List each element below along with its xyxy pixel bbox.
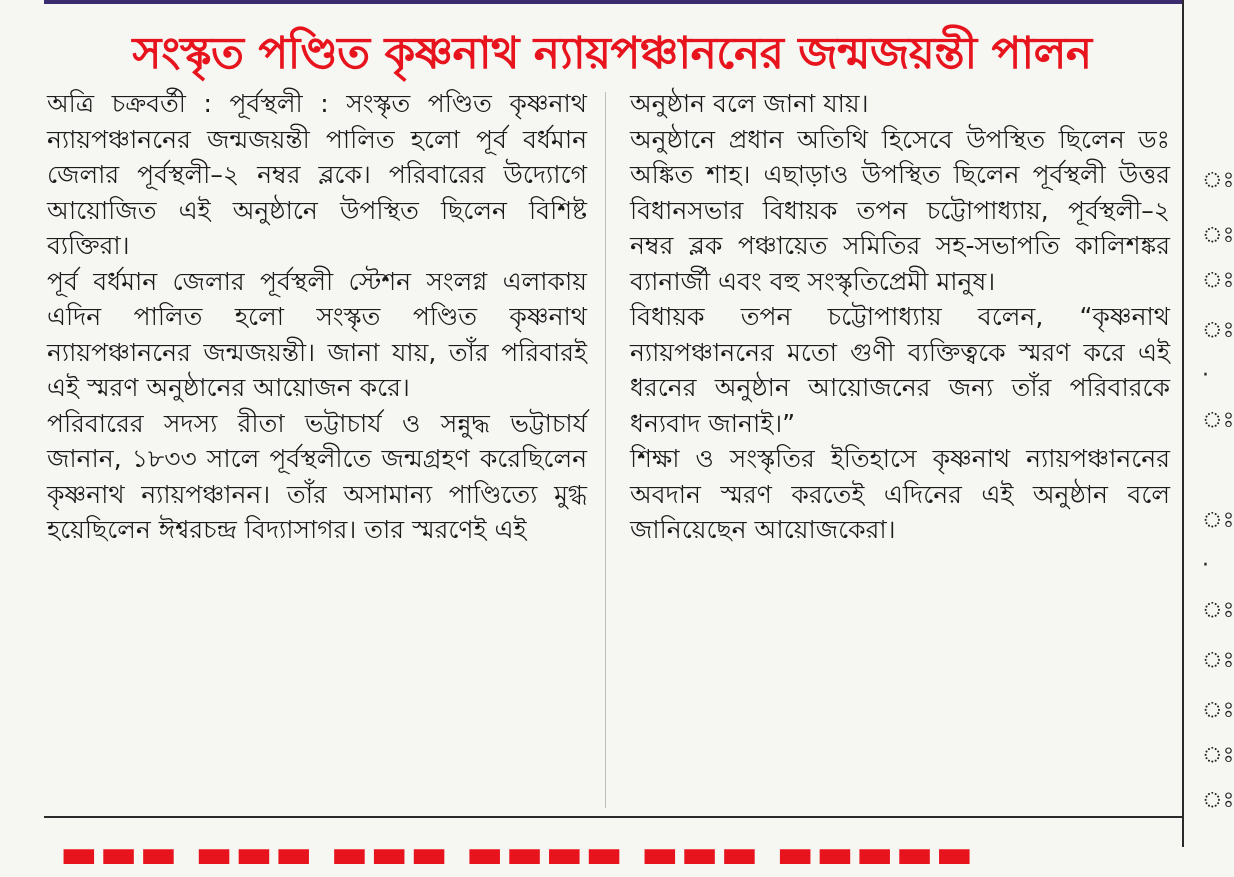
article-paragraph: অনুষ্ঠান বলে জানা যায়। [630,89,869,118]
article-paragraph: অনুষ্ঠানে প্রধান অতিথি হিসেবে উপস্থিত ছিলেন ডঃ অঙ্কিত শাহ। এছাড়াও উপস্থিত ছিলেন পূর্বস্থলী উত্তর বিধানসভার বিধায়ক তপন চট্টোপাধ্যায়, পূর্বস্থলী–২ নম্বর ব্লক পঞ্চায়েত সমিতির সহ-সভাপতি কালিশঙ্কর ব্যানার্জী এবং বহু সংস্কৃতিপ্রেমী মানুষ। [630,124,1170,296]
column-gutter [605,92,606,808]
article-headline: সংস্কৃত পণ্ডিত কৃষ্ণনাথ ন্যায়পঞ্চাননের জন্মজয়ন্তী পালন [132,28,1092,79]
right-column-rule [1182,0,1184,847]
cropped-headline-glyphs: ▬▬▬ ▬▬▬ ▬▬▬ ▬▬▬▬ ▬▬▬ ▬▬▬▬▬ [60,831,976,877]
article-paragraph: শিক্ষা ও সংস্কৃতির ইতিহাসে কৃষ্ণনাথ ন্যায়পঞ্চাননের অবদান স্মরণ করতেই এদিনের এই অনুষ্ঠান বলে জানিয়েছেন আয়োজকেরা। [630,444,1170,544]
article-paragraph: বিধায়ক তপন চট্টোপাধ্যায় বলেন, “কৃষ্ণনাথ ন্যায়পঞ্চাননের মতো গুণী ব্যক্তিত্বকে স্মরণ করে এই ধরনের অনুষ্ঠান আয়োজনের জন্য তাঁর পরিবারকে ধন্যবাদ জানাই।” [630,302,1170,438]
article-column-left [47,86,587,548]
adjacent-column-cropped: ঃ ঃ ঃ ঃ · ঃ ঃ · ঃ ঃ ঃ ঃ ঃ [1202,168,1234,813]
article-paragraph: পরিবারের সদস্য রীতা ভট্টাচার্য ও সন্নুদ্ধ ভট্টাচার্য জানান, ১৮৩৩ সালে পূর্বস্থলীতে জন্মগ্রহণ করেছিলেন কৃষ্ণনাথ ন্যায়পঞ্চানন। তাঁর অসামান্য পাণ্ডিত্যে মুগ্ধ হয়েছিলেন ঈশ্বরচন্দ্র বিদ্যাসাগর। তার স্মরণেই এই [47,408,587,544]
article-column-right [630,86,1170,548]
top-border-rule [44,0,1182,4]
article-paragraph: পূর্ব বর্ধমান জেলার পূর্বস্থলী স্টেশন সংলগ্ন এলাকায় এদিন পালিত হলো সংস্কৃত পণ্ডিত কৃষ্ণনাথ ন্যায়পঞ্চাননের জন্মজয়ন্তী। জানা যায়, তাঁর পরিবারই এই স্মরণ অনুষ্ঠানের আয়োজন করে। [47,266,587,402]
article-paragraph: অত্রি চক্রবর্তী : পূর্বস্থলী : সংস্কৃত পণ্ডিত কৃষ্ণনাথ ন্যায়পঞ্চাননের জন্মজয়ন্তী পালিত হলো পূর্ব বর্ধমান জেলার পূর্বস্থলী–২ নম্বর ব্লকে। পরিবারের উদ্যোগে আয়োজিত এই অনুষ্ঠানে উপস্থিত ছিলেন বিশিষ্ট ব্যক্তিরা। [47,89,587,260]
bottom-border-rule [44,816,1182,818]
next-article-headline-cropped [60,831,1150,877]
